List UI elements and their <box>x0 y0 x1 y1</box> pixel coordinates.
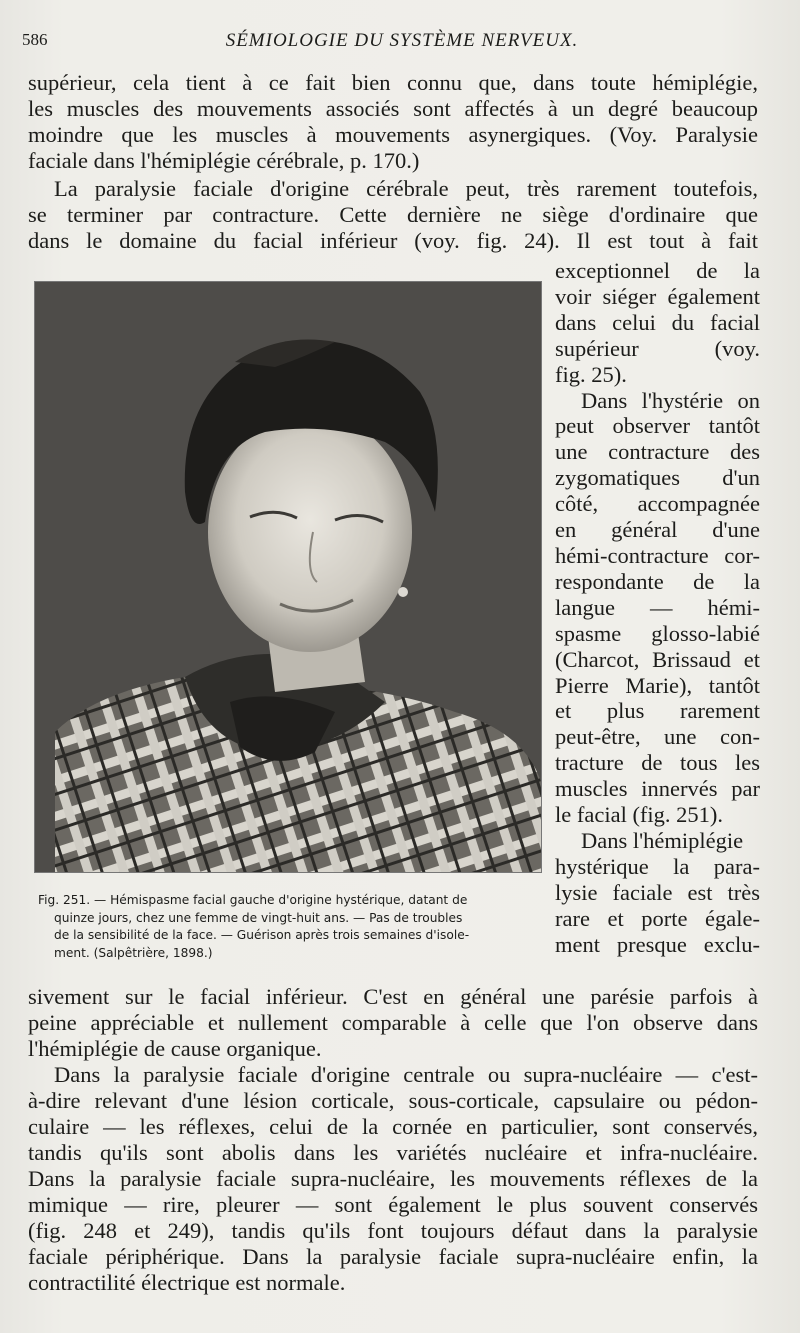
text-line: hémi-contracture cor- <box>555 542 760 568</box>
text-line: le facial (fig. 251). <box>555 802 724 828</box>
caption-line: de la sensibilité de la face. — Guérison après trois semaines d'isole- <box>54 928 470 942</box>
text-line: peine appréciable et nullement comparable à celle que l'on observe dans <box>28 1010 758 1035</box>
text-line: Dans la paralysie faciale supra-nucléaire, les mouvements réflexes de la <box>28 1166 758 1191</box>
text-line: spasme glosso-labié <box>555 620 760 646</box>
text-line: dans celui du facial <box>555 309 760 335</box>
text-line: côté, accompagnée <box>555 491 760 517</box>
caption-line: quinze jours, chez une femme de vingt-huit ans. — Pas de troubles <box>54 910 463 925</box>
paragraph-2 <box>28 176 758 254</box>
text-line: en général d'une <box>555 517 760 543</box>
text-line: mimique — rire, pleurer — sont également le plus souvent conservés <box>28 1192 758 1217</box>
text-line: voir siéger également <box>555 283 760 309</box>
text-line: Pierre Marie), tantôt <box>555 672 760 698</box>
text-line: lysie faciale est très <box>555 879 760 905</box>
text-line: langue — hémi- <box>555 594 760 620</box>
text-line: muscles innervés par <box>555 776 760 802</box>
text-line: et plus rarement <box>555 698 760 724</box>
text-line: fig. 25). <box>555 361 627 387</box>
text-line: (Charcot, Brissaud et <box>555 646 760 672</box>
text-line: l'hémiplégie de cause organique. <box>28 1036 322 1061</box>
side-column-text <box>555 258 760 957</box>
text-line: supérieur, cela tient à ce fait bien connu que, dans toute hémiplégie, <box>28 70 758 95</box>
paragraph-3 <box>28 984 758 1062</box>
text-line: respondante de la <box>555 568 760 594</box>
text-line: sivement sur le facial inférieur. C'est en général une parésie parfois à <box>28 984 758 1009</box>
text-line: contractilité électrique est normale. <box>28 1270 346 1295</box>
text-line: tracture de tous les <box>555 750 760 776</box>
text-line: les muscles des mouvements associés sont affectés à un degré beaucoup <box>28 96 758 121</box>
portrait-photograph <box>34 281 542 873</box>
text-line: faciale périphérique. Dans la paralysie faciale supra-nucléaire enfin, la <box>28 1244 758 1269</box>
text-line: La paralysie faciale d'origine cérébrale peut, très rarement toutefois, <box>54 176 758 201</box>
text-line: zygomatiques d'un <box>555 465 760 491</box>
text-line: Dans l'hystérie on <box>581 387 760 413</box>
text-line: dans le domaine du facial inférieur (voy. fig. 24). Il est tout à fait <box>28 228 758 253</box>
running-head <box>22 30 782 54</box>
text-line: à-dire relevant d'une lésion corticale, sous-corticale, capsulaire ou pédon- <box>28 1088 758 1113</box>
running-title: SÉMIOLOGIE DU SYSTÈME NERVEUX. <box>225 30 579 51</box>
text-line: peut observer tantôt <box>555 413 760 439</box>
text-line: peut-être, une con- <box>555 724 760 750</box>
text-line: tandis qu'ils sont abolis dans les variétés nucléaire et infra-nucléaire. <box>28 1140 758 1165</box>
text-line: culaire — les réflexes, celui de la cornée en particulier, sont conservés, <box>28 1114 758 1139</box>
caption-line: ment. (Salpêtrière, 1898.) <box>54 945 213 960</box>
paragraph-1 <box>28 70 758 174</box>
text-line: rare et porte égale- <box>555 905 760 931</box>
text-line: Dans l'hémiplégie <box>581 827 744 853</box>
text-line: ment presque exclu- <box>555 931 760 957</box>
text-line: (fig. 248 et 249), tandis qu'ils font toujours défaut dans la paralysie <box>28 1218 758 1243</box>
page-number: 586 <box>22 30 48 49</box>
portrait-illustration <box>35 282 541 872</box>
figure-caption <box>38 892 548 962</box>
text-line: Dans la paralysie faciale d'origine centrale ou supra-nucléaire — c'est- <box>54 1062 758 1087</box>
text-line: exceptionnel de la <box>555 258 760 283</box>
text-line: hystérique la para- <box>555 853 760 879</box>
text-line: supérieur (voy. <box>555 335 760 361</box>
caption-line: Fig. 251. — Hémispasme facial gauche d'origine hystérique, datant de <box>38 893 468 907</box>
text-line: une contracture des <box>555 439 760 465</box>
text-line: faciale dans l'hémiplégie cérébrale, p. 170.) <box>28 148 420 173</box>
paragraph-4 <box>28 1062 758 1296</box>
text-line: se terminer par contracture. Cette dernière ne siège d'ordinaire que <box>28 202 758 227</box>
text-line: moindre que les muscles à mouvements asynergiques. (Voy. Paralysie <box>28 122 758 147</box>
